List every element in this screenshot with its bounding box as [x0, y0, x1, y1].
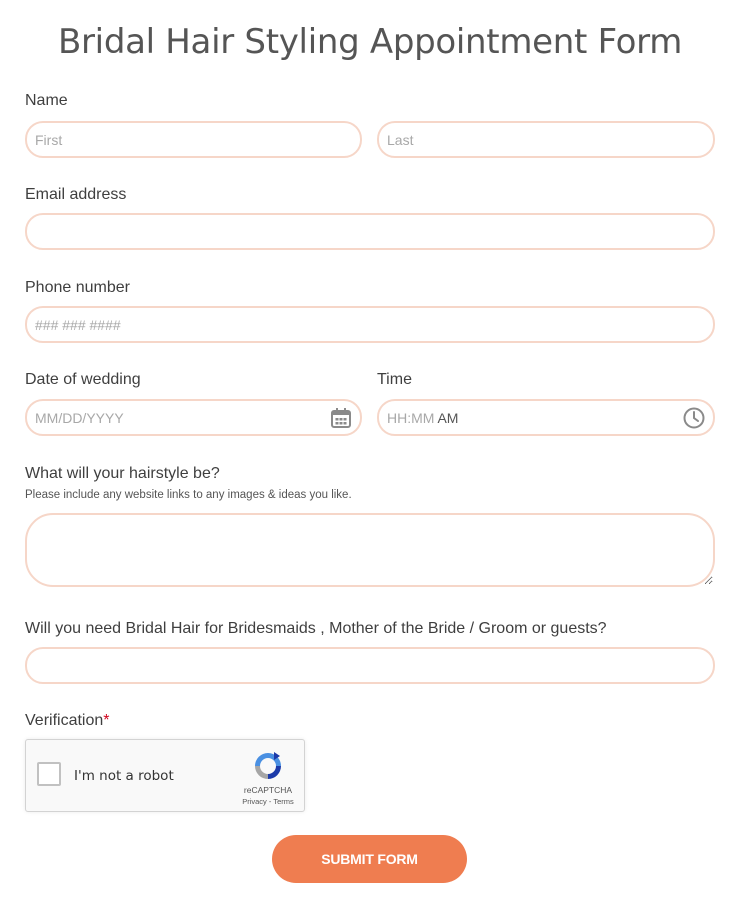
email-input[interactable]: [25, 213, 715, 250]
recaptcha-links[interactable]: Privacy - Terms: [242, 797, 294, 806]
form-title: Bridal Hair Styling Appointment Form: [57, 22, 683, 62]
first-name-input[interactable]: [25, 121, 362, 158]
hairstyle-label: What will your hairstyle be?: [25, 465, 220, 482]
recaptcha-checkbox[interactable]: [37, 762, 61, 786]
extra-guests-input[interactable]: [25, 647, 715, 684]
hairstyle-hint: Please include any website links to any images & ideas you like.: [25, 489, 352, 501]
recaptcha-brand: reCAPTCHA: [243, 785, 293, 795]
phone-input[interactable]: [25, 306, 715, 343]
time-input[interactable]: [377, 399, 715, 436]
am-pm-selector[interactable]: AM: [437, 409, 459, 426]
recaptcha-label: I'm not a robot: [74, 768, 174, 784]
wedding-date-label: Date of wedding: [25, 371, 141, 388]
name-label: Name: [25, 92, 68, 109]
hairstyle-textarea[interactable]: [25, 513, 715, 587]
calendar-icon[interactable]: [330, 407, 352, 429]
verification-text: Verification: [25, 712, 104, 729]
email-label: Email address: [25, 186, 127, 203]
clock-icon[interactable]: [683, 407, 705, 429]
recaptcha-logo-icon: [252, 750, 284, 782]
recaptcha-widget: [25, 739, 305, 812]
phone-label: Phone number: [25, 279, 130, 296]
time-placeholder: HH:MM: [387, 409, 435, 426]
extra-guests-label: Will you need Bridal Hair for Bridesmaids , Mother of the Bride / Groom or guests?: [25, 620, 607, 637]
time-label: Time: [377, 371, 412, 388]
date-placeholder: MM/DD/YYYY: [35, 409, 124, 426]
last-name-input[interactable]: [377, 121, 715, 158]
verification-label: [25, 712, 110, 730]
submit-button[interactable]: SUBMIT FORM: [272, 835, 467, 883]
required-mark: *: [103, 712, 110, 729]
wedding-date-input[interactable]: [25, 399, 362, 436]
